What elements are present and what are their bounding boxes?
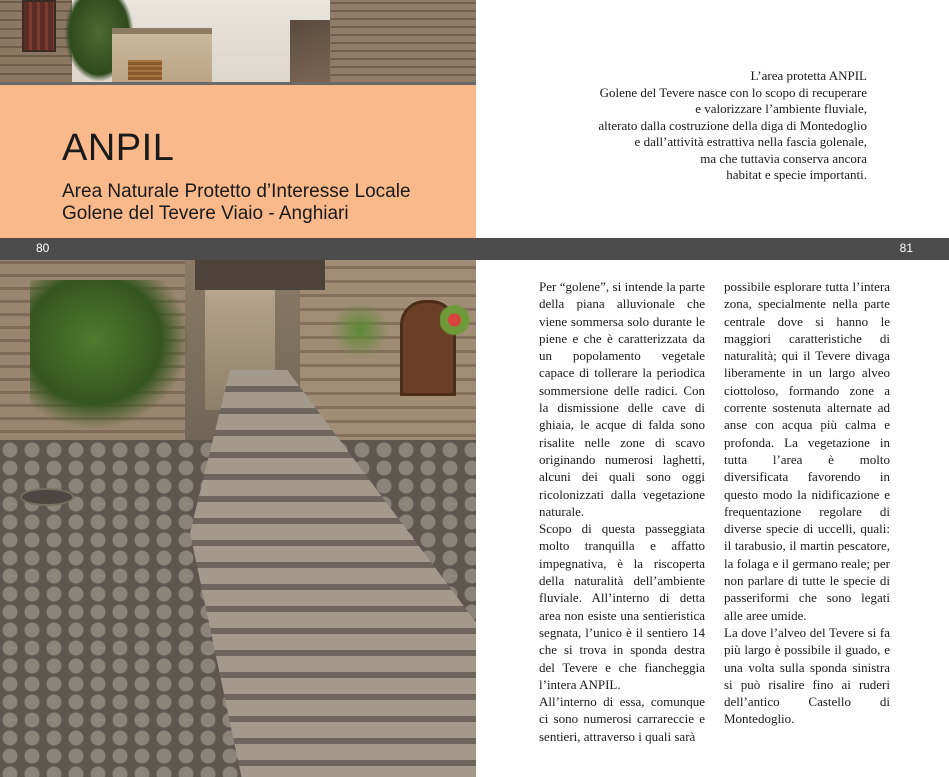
house-facade (112, 28, 212, 82)
top-photo-village-houses (0, 0, 476, 82)
intro-line: e valorizzare l’ambiente fluviale, (695, 101, 867, 116)
text-column-1 (539, 278, 705, 745)
shuttered-window (22, 0, 56, 52)
flower-pot (440, 300, 476, 340)
body-paragraph: possibile esplorare tutta l’intera zona, specialmente nella parte centrale dove si hanno le maggiori caratteristiche di naturalità; qui il Tevere divaga liberamente in un largo alveo ciottoloso, formando zone a corrente sostenuta alternate ad anse con acqua più calma e profonda. La vegetazione in tutta l’area è molto diversificata favorendo in questo modo la nidificazione e frequentazione regolare di diverse specie di uccelli, quali: il tarabusio, il martin pescatore, la folaga e il germano reale; per non parlare di tutte le specie di passeriformi che sono legati alle aree umide. (724, 279, 890, 623)
subtitle-line-2: Golene del Tevere Viaio - Anghiari (62, 203, 349, 224)
balcony-plants (330, 300, 390, 360)
body-paragraph: Scopo di questa passeggiata molto tranquilla e affatto impegnativa, è la riscoperta della naturalità dell’ambiente fluviale. All’interno di detta area non esiste una sentieristica segnata, l’unico è il sentiero 14 che si trova in sponda destra del Tevere e che fiancheggia l’intera ANPIL. (539, 521, 705, 692)
body-paragraph: All’interno di essa, comunque ci sono numerosi carrareccie e sentieri, attraverso i quali sarà (539, 694, 705, 744)
page-number-right: 81 (899, 241, 913, 255)
page-subtitle (62, 181, 411, 225)
text-column-2 (724, 278, 890, 728)
body-paragraph: Per “golene”, si intende la parte della piana alluvionale che viene sommersa solo durante le piene e che è caratterizzata da un popolamento vegetale capace di tollerare la periodica sommersione delle radici. Con la dismissione delle cave di ghiaia, le acque di falda sono risalite nelle zone di scavo originando numerosi laghetti, alcuni dei quali sono oggi ricolonizzati dalla vegetazione naturale. (539, 279, 705, 519)
manhole-cover (20, 488, 74, 506)
archway (195, 260, 325, 290)
window-shutter (128, 60, 162, 80)
hanging-plants (30, 280, 190, 430)
page-number-left: 80 (36, 241, 50, 255)
intro-line: Golene del Tevere nasce con lo scopo di recuperare (599, 84, 867, 100)
brick-wall (330, 0, 476, 82)
intro-line: ma che tuttavia conserva ancora (700, 150, 867, 166)
intro-paragraph (537, 68, 867, 184)
page-title: ANPIL (62, 127, 175, 169)
main-photo-stone-stairway (0, 260, 476, 777)
title-banner (0, 82, 476, 241)
intro-line: alterato dalla costruzione della diga di Montedoglio (598, 117, 867, 133)
subtitle-line-1: Area Naturale Protetto d’Interesse Locale (62, 181, 411, 202)
intro-line: e dall’attività estrattiva nella fascia golenale, (634, 134, 867, 149)
intro-line: habitat e specie importanti. (726, 167, 867, 182)
page-number-bar (0, 238, 949, 260)
intro-line: L’area protetta ANPIL (750, 68, 867, 83)
body-paragraph: La dove l’alveo del Tevere si fa più largo è possibile il guado, e una volta sulla sponda sinistra si può risalire fino ai ruderi dell’antico Castello di Montedoglio. (724, 624, 890, 727)
